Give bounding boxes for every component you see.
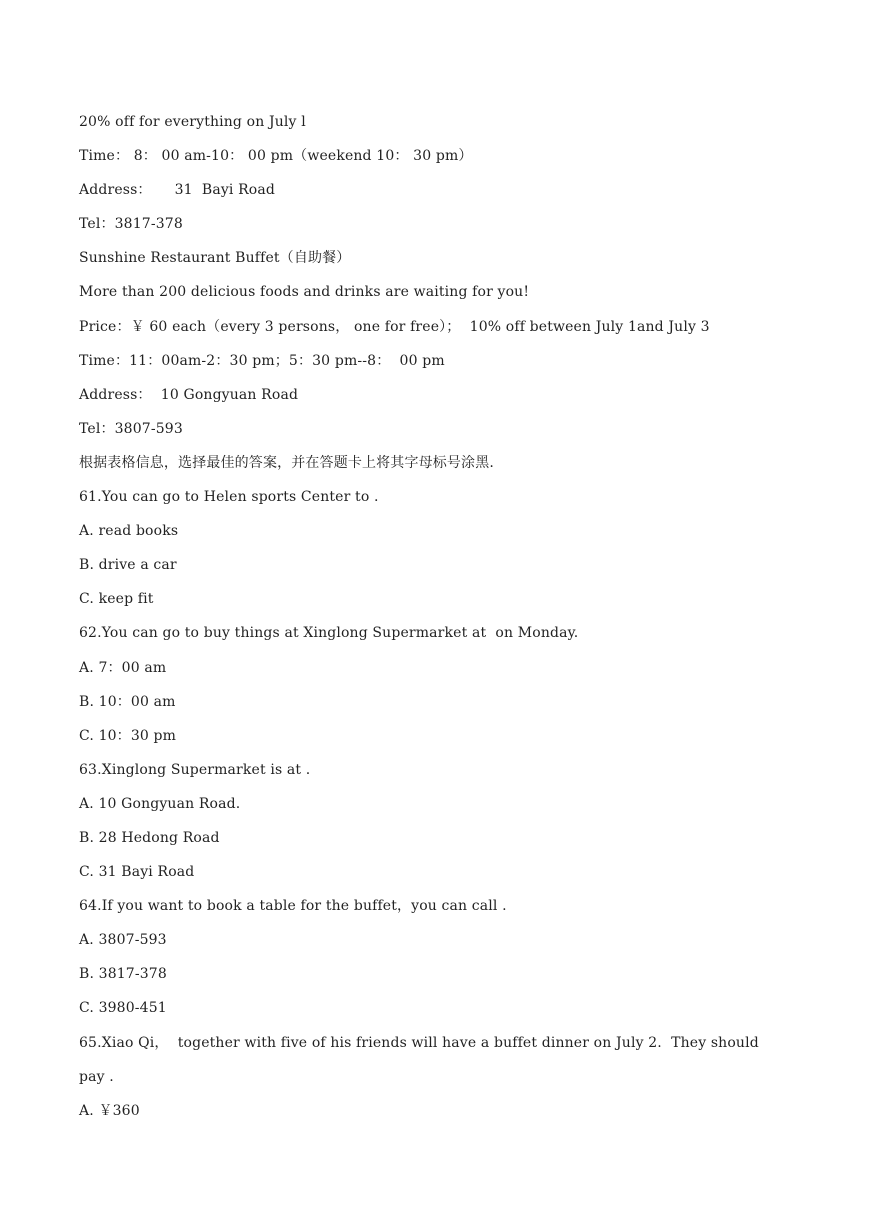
question-64-option-b: B. 3817-378 [79, 966, 167, 983]
question-61: 61.You can go to Helen sports Center to . [79, 489, 379, 506]
question-61-option-a: A. read books [79, 523, 179, 540]
buffet-hours-line: Time：11：00am-2：30 pm；5：30 pm--8： 00 pm [79, 352, 445, 369]
question-61-option-c: C. keep fit [79, 591, 154, 608]
question-63-option-a: A. 10 Gongyuan Road. [79, 795, 241, 812]
question-65: 65.Xiao Qi， together with five of his friends will have a buffet dinner on July 2. They should [79, 1034, 759, 1051]
instructions-line: 根据表格信息，选择最佳的答案，并在答题卡上将其字母标号涂黑. [79, 454, 494, 471]
question-63-option-c: C. 31 Bayi Road [79, 864, 195, 881]
document-body [79, 111, 819, 1134]
buffet-address-line: Address： 10 Gongyuan Road [79, 386, 299, 403]
buffet-price-line: Price：￥ 60 each（every 3 persons， one for free）； 10% off between July 1and July 3 [79, 318, 710, 335]
question-62-option-a: A. 7：00 am [79, 659, 167, 676]
question-63: 63.Xinglong Supermarket is at . [79, 761, 311, 778]
question-64-option-c: C. 3980-451 [79, 1000, 167, 1017]
supermarket-hours-line: Time： 8： 00 am-10： 00 pm（weekend 10： 30 pm） [79, 148, 473, 165]
question-62-option-c: C. 10：30 pm [79, 727, 177, 744]
buffet-tel-line: Tel：3807-593 [79, 420, 183, 437]
buffet-heading: Sunshine Restaurant Buffet（自助餐） [79, 250, 351, 267]
buffet-description-line: More than 200 delicious foods and drinks are waiting for you! [79, 284, 530, 301]
question-62: 62.You can go to buy things at Xinglong Supermarket at on Monday. [79, 625, 579, 642]
question-64-option-a: A. 3807-593 [79, 932, 167, 949]
question-63-option-b: B. 28 Hedong Road [79, 829, 220, 846]
supermarket-address-line: Address： 31 Bayi Road [79, 182, 275, 199]
question-65-option-a: A. ￥360 [79, 1102, 140, 1119]
promo-discount-line: 20% off for everything on July l [79, 114, 306, 130]
question-62-option-b: B. 10：00 am [79, 693, 176, 710]
supermarket-tel-line: Tel：3817-378 [79, 216, 183, 233]
question-61-option-b: B. drive a car [79, 557, 177, 574]
question-64: 64.If you want to book a table for the buffet，you can call . [79, 898, 507, 915]
question-65-continuation: pay . [79, 1068, 114, 1085]
